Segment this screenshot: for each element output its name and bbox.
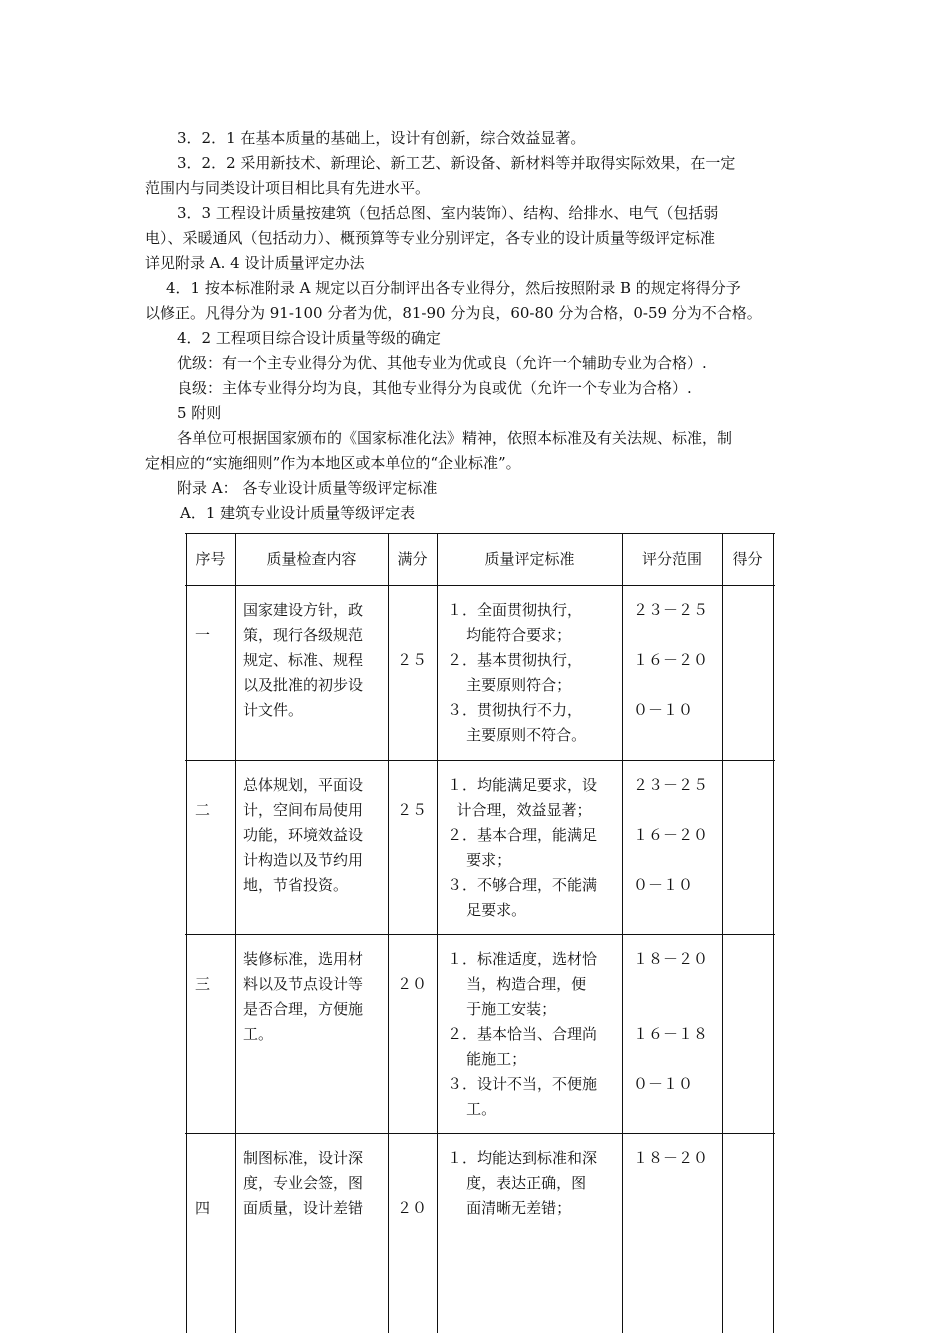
row-criteria-line: 于施工安装；: [447, 1000, 557, 1018]
row-criteria-line: 要求；: [447, 851, 512, 869]
row-full-score: ２５: [397, 801, 428, 819]
row-number: 四: [195, 1199, 211, 1217]
header-content: 质量检查内容: [266, 550, 357, 568]
row-criteria-line: 均能符合要求；: [447, 626, 572, 644]
para-good-grade: 良级：主体专业得分均为良，其他专业得分为良或优（允许一个专业为合格）.: [177, 379, 692, 397]
table-col-line: [186, 533, 187, 1333]
row-number: 二: [195, 801, 211, 819]
row-full-score: ２０: [397, 975, 428, 993]
row-content-line: 国家建设方针，政: [243, 601, 364, 619]
row-content-line: 度，专业会签，图: [243, 1174, 364, 1192]
row-content-line: 制图标准，设计深: [243, 1149, 364, 1167]
row-content-line: 是否合理，方便施: [243, 1000, 364, 1018]
table-rule: [185, 760, 775, 761]
row-criteria-line: ３．不够合理，不能满: [447, 876, 598, 894]
para-4-2: 4．2 工程项目综合设计质量等级的确定: [177, 329, 441, 347]
header-score: 得分: [732, 550, 763, 568]
table-rule: [185, 1133, 775, 1134]
row-content-line: 地，节省投资。: [243, 876, 349, 894]
table-col-line: [622, 533, 623, 1333]
para-3-2-1: 3．2．1 在基本质量的基础上，设计有创新，综合效益显著。: [177, 129, 586, 147]
range-value: １８－２０: [633, 950, 709, 968]
range-value: １６－１８: [633, 1025, 709, 1043]
row-criteria-line: 面清晰无差错；: [447, 1199, 572, 1217]
appendix-a-title: 附录 A： 各专业设计质量等级评定标准: [177, 479, 438, 497]
row-number: 一: [195, 626, 211, 644]
para-excellent-grade: 优级：有一个主专业得分为优、其他专业为优或良（允许一个辅助专业为合格）.: [177, 354, 707, 372]
para-4-1-cont: 以修正。凡得分为 91-100 分者为优，81-90 分为良，60-80 分为合格，0-59 分为不合格。: [145, 304, 762, 322]
row-criteria-line: １．均能达到标准和深: [447, 1149, 598, 1167]
para-3-2-2: 3．2．2 采用新技术、新理论、新工艺、新设备、新材料等并取得实际效果，在一定: [177, 154, 736, 172]
row-criteria-line: １．标准适度，选材恰: [447, 950, 598, 968]
row-criteria-line: 主要原则不符合。: [447, 726, 587, 744]
row-number: 三: [195, 975, 211, 993]
range-value: ０－１０: [633, 701, 694, 719]
range-value: ２３－２５: [633, 601, 709, 619]
header-full-score: 满分: [397, 550, 428, 568]
para-4-1: 4．1 按本标准附录 A 规定以百分制评出各专业得分，然后按照附录 B 的规定将得分予: [166, 279, 741, 297]
row-criteria-line: 能施工；: [447, 1050, 527, 1068]
range-value: ０－１０: [633, 1075, 694, 1093]
row-criteria-line: ２．基本合理，能满足: [447, 826, 598, 844]
header-criteria: 质量评定标准: [484, 550, 575, 568]
row-content-line: 功能，环境效益设: [243, 826, 364, 844]
quality-rating-table: [185, 533, 775, 1333]
row-criteria-line: 足要求。: [447, 901, 527, 919]
row-criteria-line: １．均能满足要求，设: [447, 776, 598, 794]
range-value: １６－２０: [633, 826, 709, 844]
para-3-3-cont1: 电）、采暖通风（包括动力）、概预算等专业分别评定，各专业的设计质量等级评定标准: [145, 229, 716, 247]
row-content-line: 总体规划，平面设: [243, 776, 364, 794]
range-value: ０－１０: [633, 876, 694, 894]
row-criteria-line: 当，构造合理，便: [447, 975, 587, 993]
header-no: 序号: [195, 550, 226, 568]
row-criteria-line: 度，表达正确，图: [447, 1174, 587, 1192]
row-criteria-line: １．全面贯彻执行，: [447, 601, 583, 619]
row-content-line: 规定、标准、规程: [243, 651, 364, 669]
row-full-score: ２５: [397, 651, 428, 669]
row-criteria-line: 计合理，效益显著；: [447, 801, 592, 819]
row-content-line: 装修标准，选用材: [243, 950, 364, 968]
row-criteria-line: ３．设计不当，不便施: [447, 1075, 598, 1093]
table-col-line: [773, 533, 774, 1333]
range-value: １８－２０: [633, 1149, 709, 1167]
header-score-range: 评分范围: [641, 550, 702, 568]
table-col-line: [235, 533, 236, 1333]
row-content-line: 计构造以及节约用: [243, 851, 364, 869]
table-rule: [185, 533, 775, 534]
range-value: １６－２０: [633, 651, 709, 669]
row-content-line: 面质量，设计差错: [243, 1199, 364, 1217]
row-criteria-line: ２．基本贯彻执行，: [447, 651, 583, 669]
row-criteria-line: 工。: [447, 1100, 497, 1118]
table-a1-caption: A．1 建筑专业设计质量等级评定表: [180, 504, 416, 522]
table-col-line: [722, 533, 723, 1333]
row-content-line: 以及批准的初步设: [243, 676, 364, 694]
row-content-line: 工。: [243, 1025, 274, 1043]
para-rules-cont: 定相应的“实施细则”作为本地区或本单位的“企业标准”。: [145, 454, 521, 472]
table-col-line: [437, 533, 438, 1333]
row-content-line: 计文件。: [243, 701, 304, 719]
row-criteria-line: ２．基本恰当、合理尚: [447, 1025, 598, 1043]
heading-appendix-rules: 5 附则: [177, 404, 222, 422]
range-value: ２３－２５: [633, 776, 709, 794]
row-content-line: 策，现行各级规范: [243, 626, 364, 644]
row-criteria-line: ３．贯彻执行不力，: [447, 701, 583, 719]
row-content-line: 计，空间布局使用: [243, 801, 364, 819]
para-3-3-cont2: 详见附录 A. 4 设计质量评定办法: [145, 254, 365, 272]
row-full-score: ２０: [397, 1199, 428, 1217]
para-rules: 各单位可根据国家颁布的《国家标准化法》精神，依照本标准及有关法规、标准，制: [177, 429, 733, 447]
para-3-3: 3．3 工程设计质量按建筑（包括总图、室内装饰）、结构、给排水、电气（包括弱: [177, 204, 719, 222]
table-rule: [185, 934, 775, 935]
table-rule: [185, 585, 775, 586]
row-criteria-line: 主要原则符合；: [447, 676, 572, 694]
table-col-line: [388, 533, 389, 1333]
para-3-2-2-cont: 范围内与同类设计项目相比具有先进水平。: [145, 179, 431, 197]
row-content-line: 料以及节点设计等: [243, 975, 364, 993]
